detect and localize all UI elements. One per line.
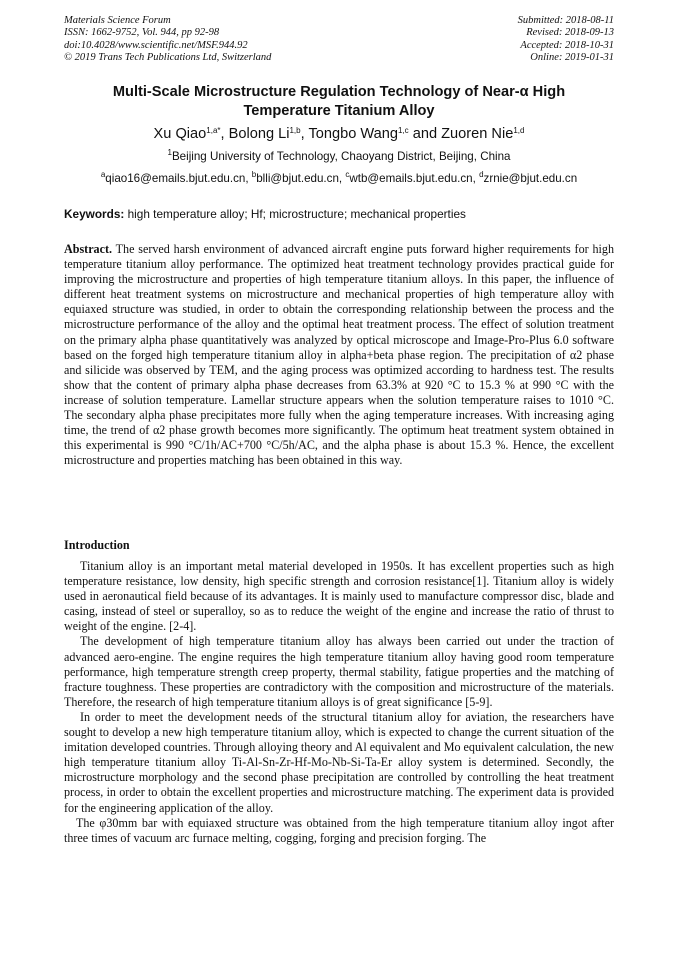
email-address[interactable]: zrnie@bjut.edu.cn bbox=[483, 172, 578, 185]
journal-issn: ISSN: 1662-9752, Vol. 944, pp 92-98 bbox=[64, 27, 220, 39]
title-line-2: Temperature Titanium Alloy bbox=[243, 102, 435, 119]
author-affil-mark: 1,b bbox=[289, 126, 301, 135]
author-affil-mark: 1,a* bbox=[206, 126, 221, 135]
keywords bbox=[64, 207, 614, 221]
author-separator: , bbox=[300, 126, 309, 142]
journal-doi: doi:10.4028/www.scientific.net/MSF.944.92 bbox=[64, 39, 248, 51]
author-name: Bolong Li bbox=[228, 126, 290, 142]
abstract bbox=[64, 242, 614, 468]
author-separator: , bbox=[220, 126, 229, 142]
title-line-1: Multi-Scale Microstructure Regulation Technology of Near-α High bbox=[112, 84, 566, 100]
introduction-body bbox=[64, 559, 614, 846]
paragraph: The φ30mm bar with equiaxed structure was obtained from the high temperature titanium alloy ingot after three times of vacuum arc furnace melting, cogging, forging and precision forging. The bbox=[64, 815, 614, 845]
author-name: Xu Qiao bbox=[153, 126, 207, 142]
email-address[interactable]: qiao16@emails.bjut.edu.cn bbox=[105, 172, 246, 185]
paragraph: Titanium alloy is an important metal material developed in 1950s. It has excellent properties such as high temperature resistance, low density, high specific strength and corrosion resistance[1]. Titanium alloy is widely used in aeronautical field because of its advantages. It is mainly used to manufacture compressor disc, blade and casing, instead of steel or superalloy, so as to reduce the weight of the engine and increase the ratio of thrust to weight of the engine. [2-4]. bbox=[64, 559, 614, 634]
email-mark: c bbox=[345, 170, 350, 179]
keywords-text: high temperature alloy; Hf; microstructure; mechanical properties bbox=[127, 207, 466, 221]
author-affil-mark: 1,c bbox=[397, 126, 409, 135]
journal-info bbox=[64, 15, 271, 65]
email-mark: b bbox=[251, 170, 257, 179]
section-heading-introduction: Introduction bbox=[64, 538, 130, 552]
journal-copyright: © 2019 Trans Tech Publications Ltd, Switzerland bbox=[64, 52, 272, 64]
email-address[interactable]: wtb@emails.bjut.edu.cn bbox=[349, 172, 473, 185]
author-affil-mark: 1,d bbox=[513, 126, 525, 135]
affiliation-mark: 1 bbox=[167, 148, 172, 157]
author-list bbox=[64, 125, 614, 143]
author-name: Tongbo Wang bbox=[308, 126, 398, 142]
email-mark: d bbox=[479, 170, 484, 179]
affiliation-text: Beijing University of Technology, Chaoyang District, Beijing, China bbox=[171, 150, 511, 163]
email-mark: a bbox=[100, 170, 106, 179]
author-name: Zuoren Nie bbox=[441, 126, 514, 142]
journal-name: Materials Science Forum bbox=[64, 15, 171, 26]
date-revised: Revised: 2018-09-13 bbox=[526, 27, 614, 39]
paper-title bbox=[64, 83, 614, 120]
abstract-text: The served harsh environment of advanced aircraft engine puts forward higher requirements for high temperature titanium alloy performance. The optimized heat treatment technology provides practical guide for improving the microstructure and properties of high temperature titanium alloys. In this paper, the influence of different heat treatment systems on microstructure and mechanical properties of high temperature alloy with equiaxed structure was studied, in order to obtain the corresponding relationship between the process and the microstructure performance of the alloy and the optimal heat treatment process. The effect of solution treatment on the primary alpha phase quantitatively was analyzed by optical microscope and Image-Pro-Plus 6.0 software based on the forged high temperature titanium alloy in alpha+beta phase region. The precipitation of α2 phase and silicide was observed by TEM, and the aging process was optimized according to hardness test. The results show that the content of primary alpha phase decreases from 63.3% at 920 °C to 15.3 % at 990 °C with the increase of solution temperature. Lamellar structure appears when the solution temperature raises to 1010 °C. The secondary alpha phase precipitates more fully when the aging temperature increases. With increasing aging time, the trend of α2 phase growth becomes more significantly. The optimum heat treatment system obtained in this experimental is 990 °C/1h/AC+700 °C/5h/AC, and the alpha phase is about 15.3 %. Hence, the excellent microstructure and properties matching has been obtained in this way. bbox=[64, 242, 614, 468]
email-address[interactable]: blli@bjut.edu.cn bbox=[256, 172, 339, 185]
date-submitted: Submitted: 2018-08-11 bbox=[517, 15, 614, 26]
author-conjunction: and bbox=[408, 126, 442, 142]
keywords-label: Keywords: bbox=[64, 207, 125, 221]
publication-dates bbox=[518, 15, 614, 65]
abstract-label: Abstract. bbox=[64, 242, 113, 256]
email-list: $^a$qiao16@emails.bjut.edu.cn, $^b$blli@bjut.edu.cn, $^c$wtb@emails.bjut.edu.cn, $^d$zrnie@bjut.edu.cn bbox=[100, 170, 578, 185]
paragraph: In order to meet the development needs of the structural titanium alloy for aviation, the researchers have sought to develop a new high temperature titanium alloy, which is expected to change the current situation of the imitation developed countries. Through alloying theory and Al equivalent and Mo equivalent calculation, the new high temperature titanium alloy Ti-Al-Sn-Zr-Hf-Mo-Nb-Si-Ta-Er alloy system is determined. Secondly, the microstructure morphology and the second phase precipitation are controlled by controlling the heat treatment process, in order to obtain the excellent properties and microstructure matching. The experiment data is provided for the engineering application of the alloy. bbox=[64, 709, 614, 815]
affiliation bbox=[64, 150, 614, 164]
date-accepted: Accepted: 2018-10-31 bbox=[520, 39, 614, 51]
paragraph: The development of high temperature titanium alloy has always been carried out under the traction of advanced aero-engine. The engine requires the high temperature titanium alloy having good room temperature performance, high temperature strength creep property, thermal stability, fatigue properties and the matching of fracture toughness. These properties are contradictory with the composition and microstructure of the materials. Therefore, the research of high temperature titanium alloys is of great significance [5-9]. bbox=[64, 634, 614, 709]
date-online: Online: 2019-01-31 bbox=[530, 52, 614, 64]
